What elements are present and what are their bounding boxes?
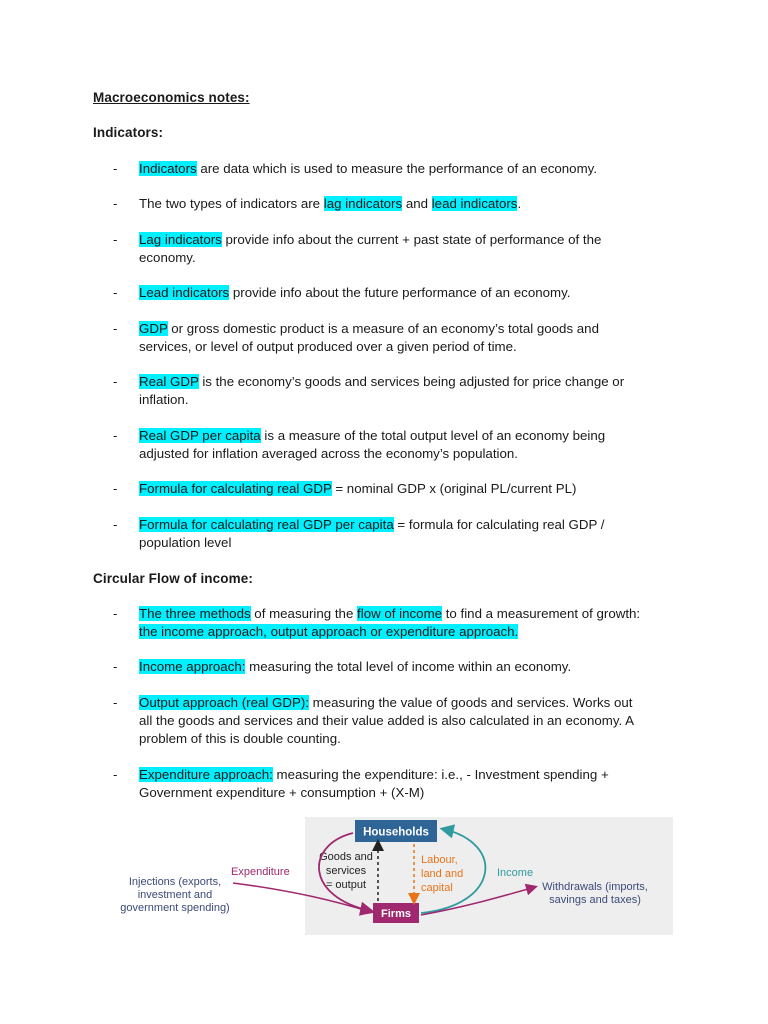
- highlighted-term: the income approach, output approach or expenditure approach.: [139, 624, 519, 639]
- labour-label-3: capital: [421, 882, 453, 894]
- bullet-item: [113, 480, 643, 498]
- bullet-text: [139, 605, 643, 641]
- text-segment: are data which is used to measure the performance of an economy.: [196, 161, 598, 176]
- bullet-text: [139, 160, 643, 178]
- bullet-dash: -: [113, 285, 118, 300]
- bullet-dash: -: [113, 606, 118, 621]
- bullet-item: [113, 658, 643, 676]
- bullet-dash: -: [113, 659, 118, 674]
- bullet-text: [139, 694, 643, 748]
- bullet-text: [139, 284, 643, 302]
- text-segment: measuring the total level of income within an economy.: [245, 659, 572, 674]
- bullet-dash: -: [113, 161, 118, 176]
- text-segment: is the economy’s goods and services being adjusted for price change or inflation.: [139, 374, 625, 407]
- highlighted-term: Formula for calculating real GDP: [139, 481, 332, 496]
- withdrawals-label-2: savings and taxes): [549, 894, 641, 906]
- document-title: Macroeconomics notes:: [93, 90, 250, 105]
- highlighted-term: The three methods: [139, 606, 251, 621]
- bullet-item: [113, 284, 643, 302]
- injections-label-1: Injections (exports,: [128, 876, 222, 888]
- expenditure-label: Expenditure: [231, 866, 290, 878]
- bullet-text: [139, 373, 643, 409]
- text-segment: to find a measurement of growth:: [442, 606, 641, 621]
- section-heading-circular-flow: Circular Flow of income:: [93, 571, 253, 586]
- text-segment: = nominal GDP x (original PL/current PL): [331, 481, 577, 496]
- bullet-dash: -: [113, 517, 118, 532]
- bullet-text: [139, 516, 643, 552]
- firms-label: Firms: [381, 908, 411, 920]
- highlighted-term: Income approach:: [139, 659, 246, 674]
- bullet-text: [139, 658, 643, 676]
- circular-flow-diagram: [105, 815, 673, 935]
- highlighted-term: Expenditure approach:: [139, 767, 273, 782]
- bullet-item: [113, 427, 643, 463]
- highlighted-term: Indicators: [139, 161, 197, 176]
- bullet-item: [113, 160, 643, 178]
- text-segment: provide info about the current + past state of performance of the economy.: [139, 232, 602, 265]
- bullet-dash: -: [113, 321, 118, 336]
- bullet-dash: -: [113, 767, 118, 782]
- highlighted-term: lead indicators: [431, 196, 518, 211]
- highlighted-term: Output approach (real GDP):: [139, 695, 309, 710]
- highlighted-term: flow of income: [357, 606, 443, 621]
- goods-label-3: = output: [325, 879, 367, 891]
- text-segment: The two types of indicators are: [139, 196, 324, 211]
- households-label: Households: [363, 826, 429, 839]
- highlighted-term: Lead indicators: [139, 285, 230, 300]
- text-segment: is a measure of the total output level of an economy being adjusted for inflation averaged across the economy’s population.: [139, 428, 606, 461]
- bullet-text: [139, 427, 643, 463]
- bullet-dash: -: [113, 695, 118, 710]
- text-segment: of measuring the: [250, 606, 358, 621]
- bullet-item: [113, 320, 643, 356]
- bullet-item: [113, 766, 643, 802]
- bullet-item: [113, 516, 643, 552]
- withdrawals-label-1: Withdrawals (imports,: [542, 881, 648, 893]
- bullet-text: [139, 320, 643, 356]
- bullet-text: [139, 231, 643, 267]
- bullet-dash: -: [113, 374, 118, 389]
- bullet-item: [113, 605, 643, 641]
- goods-label-1: Goods and: [319, 851, 373, 863]
- text-segment: measuring the expenditure: i.e., - Investment spending + Government expenditure + consumption + (X-M): [139, 767, 609, 800]
- highlighted-term: Real GDP per capita: [139, 428, 261, 443]
- text-segment: provide info about the future performance of an economy.: [229, 285, 571, 300]
- highlighted-term: Real GDP: [139, 374, 199, 389]
- labour-label-2: land and: [421, 868, 464, 880]
- injections-label-3: government spending): [120, 902, 230, 914]
- bullet-item: [113, 195, 643, 213]
- bullet-text: [139, 195, 643, 213]
- text-segment: = formula for calculating real GDP / population level: [139, 517, 605, 550]
- bullet-dash: -: [113, 428, 118, 443]
- goods-label-2: services: [325, 865, 367, 877]
- text-segment: measuring the value of goods and services. Works out all the goods and services and their value added is also calculated in an economy. A problem of this is double counting.: [139, 695, 634, 746]
- injections-label-2: investment and: [137, 889, 213, 901]
- highlighted-term: lag indicators: [323, 196, 403, 211]
- text-segment: or gross domestic product is a measure of an economy’s total goods and services, or level of output produced over a given period of time.: [139, 321, 599, 354]
- income-label: Income: [497, 867, 534, 879]
- bullet-item: [113, 373, 643, 409]
- highlighted-term: GDP: [139, 321, 168, 336]
- bullet-dash: -: [113, 196, 118, 211]
- section-heading-indicators: Indicators:: [93, 125, 164, 140]
- text-segment: and: [402, 196, 432, 211]
- circular-flow-svg: [105, 815, 673, 935]
- bullet-item: [113, 231, 643, 267]
- labour-label-1: Labour,: [421, 854, 458, 866]
- bullet-dash: -: [113, 232, 118, 247]
- bullet-dash: -: [113, 481, 118, 496]
- bullet-text: [139, 480, 643, 498]
- bullet-text: [139, 766, 643, 802]
- highlighted-term: Lag indicators: [139, 232, 222, 247]
- text-segment: .: [517, 196, 522, 211]
- highlighted-term: Formula for calculating real GDP per capita: [139, 517, 394, 532]
- bullet-item: [113, 694, 643, 748]
